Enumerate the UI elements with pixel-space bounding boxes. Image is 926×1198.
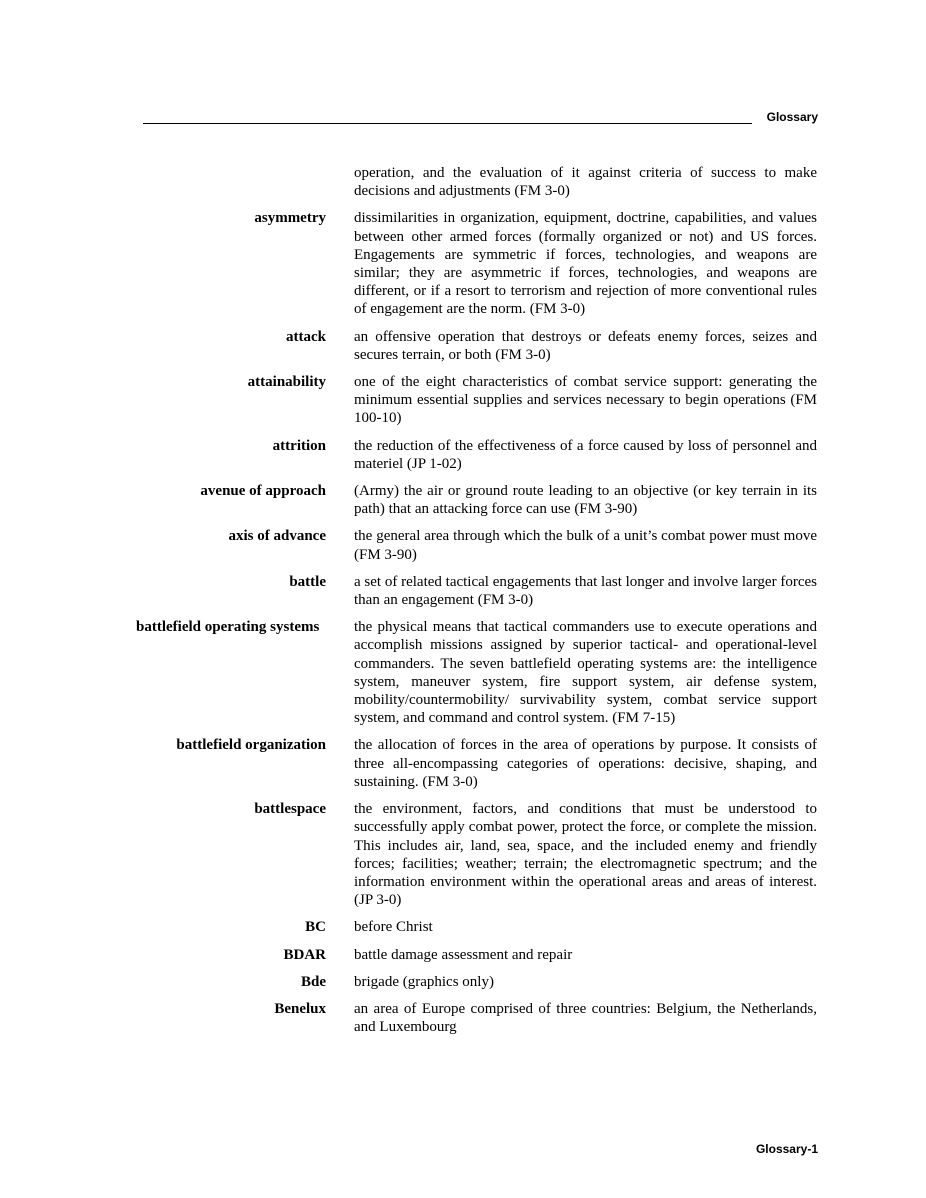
glossary-entries — [0, 164, 926, 1045]
glossary-entry-bc — [0, 918, 926, 936]
glossary-entry-battlespace — [0, 800, 926, 909]
glossary-entry-battlefield-organization — [0, 736, 926, 791]
glossary-entry-battlefield-operating-systems — [0, 618, 926, 727]
glossary-term: BC — [305, 919, 326, 936]
glossary-definition: before Christ — [354, 919, 433, 936]
glossary-term: attack — [286, 328, 326, 345]
glossary-entry-attack — [0, 328, 926, 364]
glossary-term: battlefield organization — [176, 737, 326, 754]
glossary-entry-attainability — [0, 373, 926, 428]
glossary-term: battlespace — [254, 801, 326, 818]
glossary-entry-attrition — [0, 437, 926, 473]
glossary-definition: a set of related tactical engagements that last longer and involve larger forces than an engagement (FM 3-0) — [354, 573, 817, 609]
running-header-title: Glossary — [766, 110, 818, 124]
header-rule — [143, 123, 752, 124]
glossary-term: Bde — [300, 973, 326, 990]
glossary-definition: dissimilarities in organization, equipment, doctrine, capabilities, and values between other armed forces (formally organized or not) and US forces. Engagements are symmetric if forces, technologies, and weapons are similar; they are asymmetric if forces, technologies, and weapons are different, or if a resort to terrorism and rejection of more conventional rules of engagement are the norm. (FM 3-0) — [354, 210, 817, 318]
glossary-entry-avenue-of-approach — [0, 482, 926, 518]
glossary-term: battle — [289, 573, 326, 590]
glossary-definition: an area of Europe comprised of three countries: Belgium, the Netherlands, and Luxembourg — [354, 1000, 817, 1036]
glossary-definition: the allocation of forces in the area of operations by purpose. It consists of three all-encompassing categories of operations: decisive, shaping, and sustaining. (FM 3-0) — [354, 737, 817, 790]
glossary-term: battlefield operating systems — [136, 619, 320, 636]
glossary-entry-battle — [0, 573, 926, 609]
glossary-term: avenue of approach — [200, 483, 326, 500]
glossary-definition: battle damage assessment and repair — [354, 946, 573, 963]
glossary-definition: brigade (graphics only) — [354, 973, 494, 990]
glossary-definition: one of the eight characteristics of combat service support: generating the minimum essential supplies and services necessary to begin operations (FM 100-10) — [354, 374, 817, 427]
glossary-definition: the reduction of the effectiveness of a force caused by loss of personnel and materiel (JP 1-02) — [354, 437, 817, 472]
glossary-entry-bdar — [0, 946, 926, 964]
glossary-term: attrition — [272, 437, 326, 454]
glossary-term: Benelux — [274, 1000, 326, 1017]
glossary-term: BDAR — [283, 946, 326, 963]
glossary-entry-axis-of-advance — [0, 527, 926, 563]
glossary-definition: the environment, factors, and conditions that must be understood to successfully apply combat power, protect the force, or complete the mission. This includes air, land, sea, space, and the included enemy and friendly forces; facilities; weather; terrain; the electromagnetic spectrum; and the information environment within the operational areas and areas of interest. (JP 3-0) — [354, 801, 817, 909]
glossary-definition: an offensive operation that destroys or defeats enemy forces, seizes and secures terrain, or both (FM 3-0) — [354, 328, 817, 363]
glossary-definition: the physical means that tactical commanders use to execute operations and accomplish missions assigned by superior tactical- and operational-level commanders. The seven battlefield operating systems are: the intelligence system, maneuver system, fire support system, air defense system, mobility/countermobility/ survivability system, combat service support system, and command and control system. (FM 7-15) — [354, 619, 817, 727]
glossary-term: asymmetry — [254, 210, 326, 227]
glossary-entry-asymmetry — [0, 209, 926, 318]
glossary-term: attainability — [247, 374, 326, 391]
continuation-definition: operation, and the evaluation of it against criteria of success to make decisions and adjustments (FM 3-0) — [354, 165, 817, 200]
glossary-term: axis of advance — [228, 528, 326, 545]
glossary-continuation — [0, 164, 926, 200]
glossary-definition: the general area through which the bulk of a unit’s combat power must move (FM 3-90) — [354, 528, 817, 563]
glossary-definition: (Army) the air or ground route leading to an objective (or key terrain in its path) that an attacking force can use (FM 3-90) — [354, 483, 817, 518]
glossary-entry-benelux — [0, 1000, 926, 1036]
page-number: Glossary-1 — [755, 1142, 818, 1156]
glossary-entry-bde — [0, 973, 926, 991]
